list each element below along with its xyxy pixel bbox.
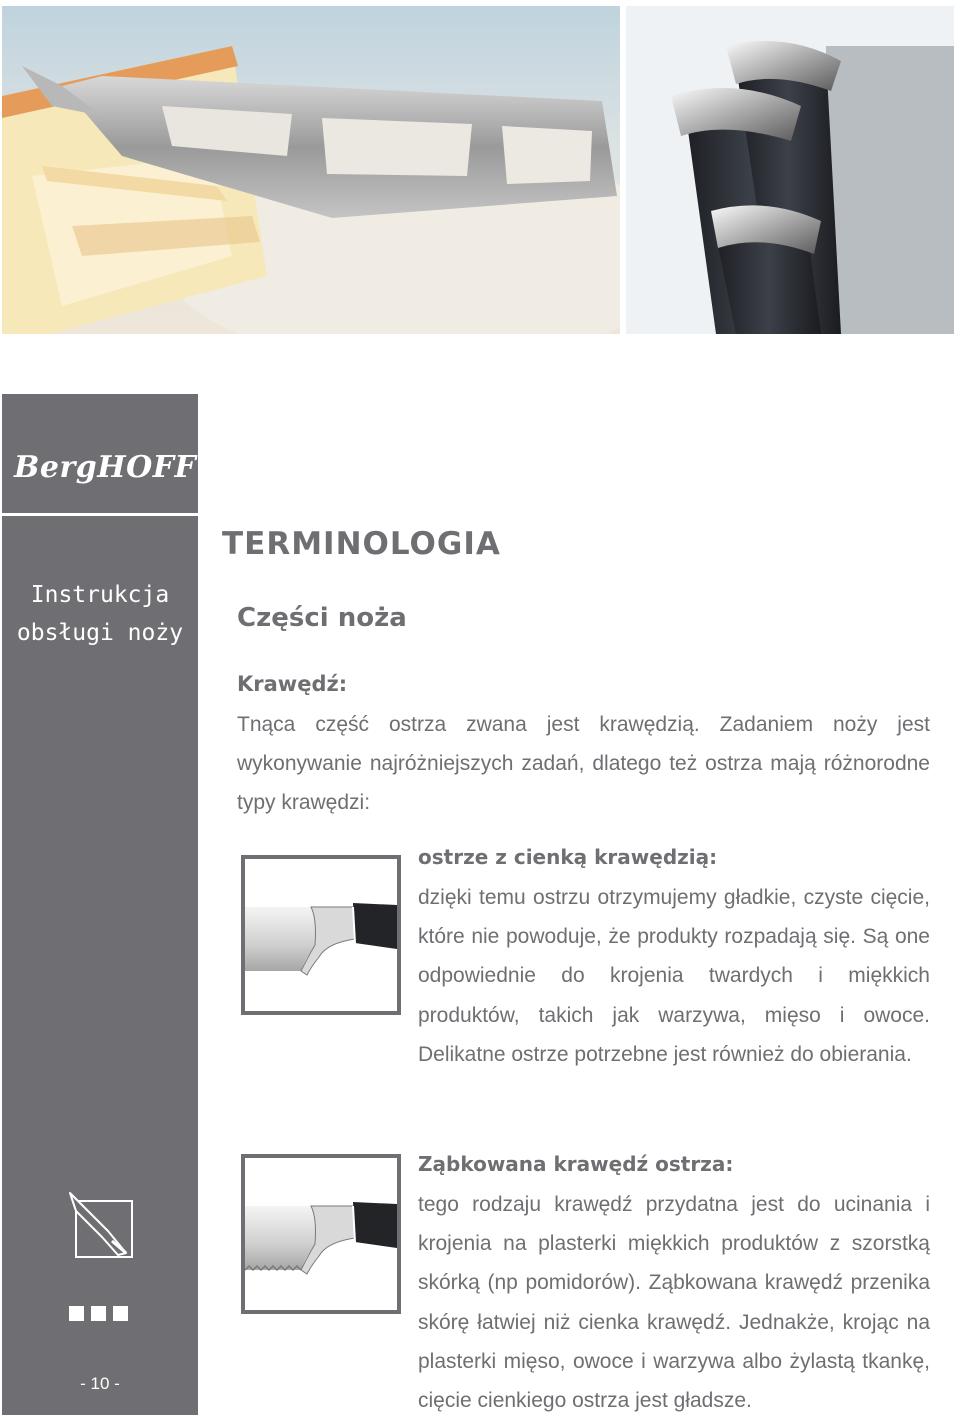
serrated-edge-title: Ząbkowana krawędź ostrza: <box>418 1152 734 1176</box>
square-1 <box>69 1306 84 1321</box>
decorative-squares <box>69 1306 128 1321</box>
registered-mark: ® <box>197 452 207 462</box>
serrated-edge-knife-icon <box>241 1154 401 1314</box>
brand-logo <box>14 450 207 485</box>
serrated-edge-text: tego rodzaju krawędź przydatna jest do ucinania i krojenia na plasterki miękkich produktów z szorstką skórką (np pomidorów). Ząbkowana krawędź przenika skórę łatwiej niż cienka krawędź. Jednakże, krojąc na plasterki mięso, owoce i warzywa albo żylastą tkankę, cięcie cienkiego ostrza jest gładsze. <box>418 1193 930 1413</box>
page-number: - 10 - <box>80 1374 120 1393</box>
square-3 <box>113 1306 128 1321</box>
plain-edge-title: ostrze z cienką krawędzią: <box>418 845 718 869</box>
square-2 <box>91 1306 106 1321</box>
brand-name: BergHOFF <box>14 450 197 485</box>
knife-in-square-icon <box>68 1191 134 1265</box>
sidebar <box>2 394 207 1415</box>
plain-edge-knife-icon <box>241 855 401 1015</box>
manual-title <box>2 576 198 652</box>
knife-block-photo <box>626 6 954 334</box>
manual-title-line2: obsługi noży <box>16 620 184 646</box>
manual-title-line1: Instrukcja <box>30 582 170 608</box>
page-title: TERMINOLOGIA <box>222 526 501 562</box>
plain-edge-text: dzięki temu ostrzu otrzymujemy gładkie, czyste cięcie, które nie powoduje, że produkty rozpadają się. Są one odpowiednie do krojenia twardych i miękkich produktów, takich jak warzywa, mięso i owoce. Delikatne ostrze potrzebne jest również do obierania. <box>418 886 930 1066</box>
brand-box <box>2 394 207 516</box>
edge-intro-text: Tnąca część ostrza zwana jest krawędzią. Zadaniem noży jest wykonywanie najróżniejszych zadań, dlatego też ostrza mają różnorodne typy krawędzi: <box>237 713 930 815</box>
cheese-knife-photo <box>2 6 620 334</box>
edge-label: Krawędź: <box>237 672 348 696</box>
section-title: Części noża <box>237 603 407 633</box>
